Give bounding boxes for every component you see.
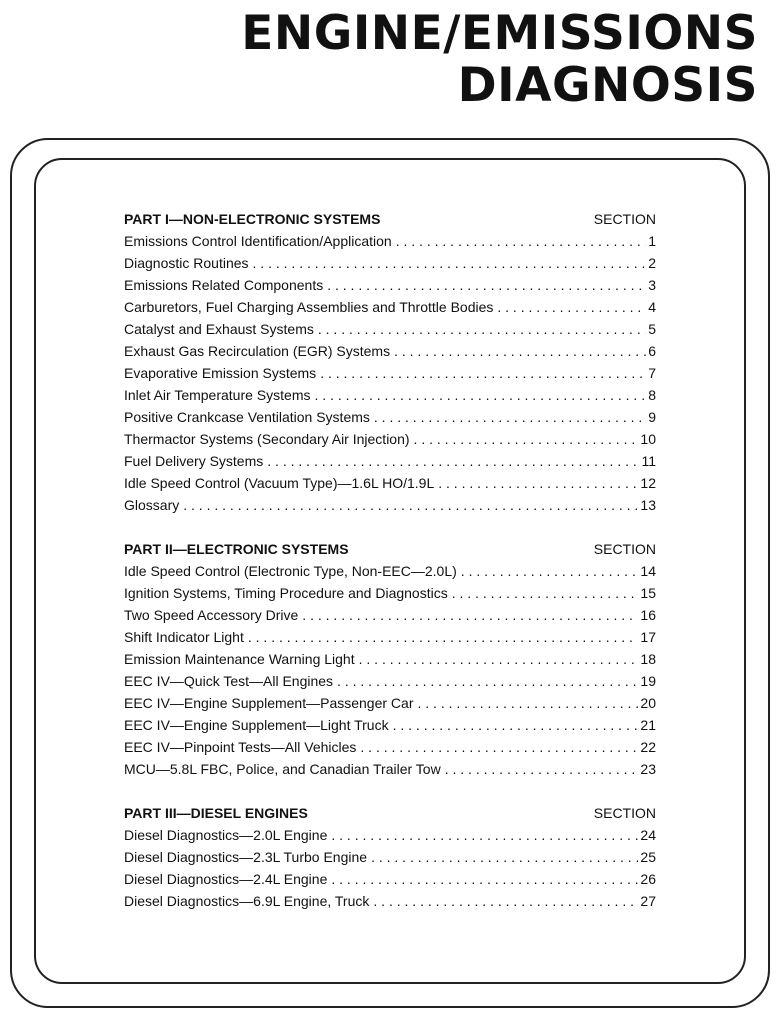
- toc-dot-leader: [393, 714, 639, 736]
- toc-entry: [124, 362, 656, 384]
- toc-entry-section-number: 13: [640, 497, 656, 513]
- toc-part-1: [124, 208, 656, 516]
- toc-entry: [124, 582, 656, 604]
- toc-dot-leader: [359, 648, 639, 670]
- toc-entry-section-number: 26: [640, 871, 656, 887]
- toc-entry-name: Positive Crankcase Ventilation Systems: [124, 409, 370, 425]
- toc-dot-leader: [374, 406, 646, 428]
- toc-entry-name: Inlet Air Temperature Systems: [124, 387, 311, 403]
- toc-entry-name: Emissions Related Components: [124, 277, 324, 293]
- toc-entry: [124, 890, 656, 912]
- toc-entry-section-number: 2: [648, 255, 656, 271]
- toc-entry-section-number: 21: [640, 717, 656, 733]
- toc-entry: [124, 846, 656, 868]
- toc-dot-leader: [318, 318, 646, 340]
- toc-entry-name: Diagnostic Routines: [124, 255, 249, 271]
- toc-entry: [124, 758, 656, 780]
- toc-entry-name: EEC IV—Quick Test—All Engines: [124, 673, 334, 689]
- toc-dot-leader: [394, 340, 646, 362]
- toc-entry: [124, 340, 656, 362]
- toc-entry: [124, 692, 656, 714]
- toc-entry-section-number: 20: [640, 695, 656, 711]
- toc-entry-section-number: 27: [640, 893, 656, 909]
- toc-entry-name: Emissions Control Identification/Application: [124, 233, 392, 249]
- toc-entry-name: Diesel Diagnostics—6.9L Engine, Truck: [124, 893, 370, 909]
- toc-entry: [124, 560, 656, 582]
- toc-entry-section-number: 3: [648, 277, 656, 293]
- toc-entry-name: Catalyst and Exhaust Systems: [124, 321, 314, 337]
- toc-entry-name: Glossary: [124, 497, 180, 513]
- page-title-line-2: DIAGNOSIS: [457, 58, 758, 113]
- toc-entry-section-number: 22: [640, 739, 656, 755]
- toc-entry: [124, 384, 656, 406]
- toc-entry-name: Exhaust Gas Recirculation (EGR) Systems: [124, 343, 391, 359]
- toc-dot-leader: [331, 824, 638, 846]
- toc-entry-name: Idle Speed Control (Electronic Type, Non-EEC—2.0L): [124, 563, 457, 579]
- toc-dot-leader: [337, 670, 638, 692]
- toc-dot-leader: [461, 560, 639, 582]
- toc-dot-leader: [360, 736, 638, 758]
- toc-entry-name: EEC IV—Pinpoint Tests—All Vehicles: [124, 739, 357, 755]
- toc-entry: [124, 230, 656, 252]
- toc-entry-section-number: 24: [640, 827, 656, 843]
- toc-entry: [124, 626, 656, 648]
- toc-entry-name: Fuel Delivery Systems: [124, 453, 264, 469]
- toc-part-header: [124, 538, 656, 560]
- toc-entry-section-number: 11: [641, 453, 656, 469]
- toc-dot-leader: [452, 582, 639, 604]
- toc-entry-section-number: 10: [640, 431, 656, 447]
- toc-dot-leader: [396, 230, 647, 252]
- toc-entry-name: MCU—5.8L FBC, Police, and Canadian Trailer Tow: [124, 761, 441, 777]
- toc-dot-leader: [253, 252, 647, 274]
- toc-entry: [124, 406, 656, 428]
- toc-entry-name: Shift Indicator Light: [124, 629, 244, 645]
- toc-part-header: [124, 208, 656, 230]
- toc-entry: [124, 428, 656, 450]
- page-title: [241, 8, 758, 112]
- toc-entry: [124, 296, 656, 318]
- toc-part-title: PART II—ELECTRONIC SYSTEMS: [124, 541, 349, 557]
- toc-entry: [124, 670, 656, 692]
- toc-entry: [124, 252, 656, 274]
- toc-dot-leader: [497, 296, 646, 318]
- toc-entry: [124, 274, 656, 296]
- toc-part-title: PART I—NON-ELECTRONIC SYSTEMS: [124, 211, 381, 227]
- toc-entry-section-number: 7: [648, 365, 656, 381]
- toc-entry: [124, 450, 656, 472]
- toc-entry: [124, 714, 656, 736]
- toc-dot-leader: [267, 450, 639, 472]
- toc-dot-leader: [417, 692, 638, 714]
- toc-entry: [124, 472, 656, 494]
- toc-entry: [124, 318, 656, 340]
- toc-entry-section-number: 19: [640, 673, 656, 689]
- toc-entry-name: Thermactor Systems (Secondary Air Injection): [124, 431, 410, 447]
- toc-section-column-label: SECTION: [593, 541, 656, 557]
- toc-entry-section-number: 4: [648, 299, 656, 315]
- toc-entry-section-number: 6: [648, 343, 656, 359]
- toc-entry-name: Ignition Systems, Timing Procedure and Diagnostics: [124, 585, 448, 601]
- toc-dot-leader: [438, 472, 638, 494]
- toc-entry-section-number: 12: [640, 475, 656, 491]
- toc-entry: [124, 604, 656, 626]
- toc-entry-name: EEC IV—Engine Supplement—Passenger Car: [124, 695, 414, 711]
- toc-dot-leader: [327, 274, 646, 296]
- toc-entry-section-number: 25: [640, 849, 656, 865]
- toc-dot-leader: [183, 494, 638, 516]
- page-title-line-1: ENGINE/EMISSIONS: [241, 6, 758, 61]
- toc-entry-section-number: 23: [640, 761, 656, 777]
- toc-dot-leader: [302, 604, 638, 626]
- toc-dot-leader: [414, 428, 639, 450]
- toc-part-header: [124, 802, 656, 824]
- toc-entry: [124, 824, 656, 846]
- toc-entry-section-number: 8: [648, 387, 656, 403]
- toc-entry-section-number: 15: [640, 585, 656, 601]
- toc-section-column-label: SECTION: [593, 211, 656, 227]
- toc-section-column-label: SECTION: [593, 805, 656, 821]
- toc-entry-name: Two Speed Accessory Drive: [124, 607, 299, 623]
- toc-part-3: [124, 802, 656, 912]
- toc-entry: [124, 736, 656, 758]
- toc-entry-name: Diesel Diagnostics—2.3L Turbo Engine: [124, 849, 368, 865]
- table-of-contents: [124, 208, 656, 912]
- toc-entry-name: Idle Speed Control (Vacuum Type)—1.6L HO/1.9L: [124, 475, 435, 491]
- toc-dot-leader: [331, 868, 638, 890]
- toc-entry-section-number: 14: [640, 563, 656, 579]
- toc-dot-leader: [320, 362, 646, 384]
- toc-entry-name: Evaporative Emission Systems: [124, 365, 317, 381]
- toc-entry-section-number: 9: [648, 409, 656, 425]
- toc-entry: [124, 648, 656, 670]
- toc-entry-section-number: 1: [648, 233, 656, 249]
- toc-entry-name: EEC IV—Engine Supplement—Light Truck: [124, 717, 389, 733]
- toc-dot-leader: [373, 890, 638, 912]
- toc-entry-section-number: 5: [648, 321, 656, 337]
- toc-part-2: [124, 538, 656, 780]
- toc-entry-section-number: 18: [640, 651, 656, 667]
- toc-dot-leader: [314, 384, 646, 406]
- toc-entry: [124, 868, 656, 890]
- toc-entry-section-number: 16: [640, 607, 656, 623]
- toc-entry-name: Diesel Diagnostics—2.0L Engine: [124, 827, 328, 843]
- toc-part-title: PART III—DIESEL ENGINES: [124, 805, 308, 821]
- toc-entry-name: Emission Maintenance Warning Light: [124, 651, 355, 667]
- toc-dot-leader: [445, 758, 639, 780]
- toc-dot-leader: [371, 846, 638, 868]
- toc-entry-section-number: 17: [640, 629, 656, 645]
- toc-entry: [124, 494, 656, 516]
- toc-entry-name: Diesel Diagnostics—2.4L Engine: [124, 871, 328, 887]
- toc-entry-name: Carburetors, Fuel Charging Assemblies and Throttle Bodies: [124, 299, 494, 315]
- toc-dot-leader: [248, 626, 639, 648]
